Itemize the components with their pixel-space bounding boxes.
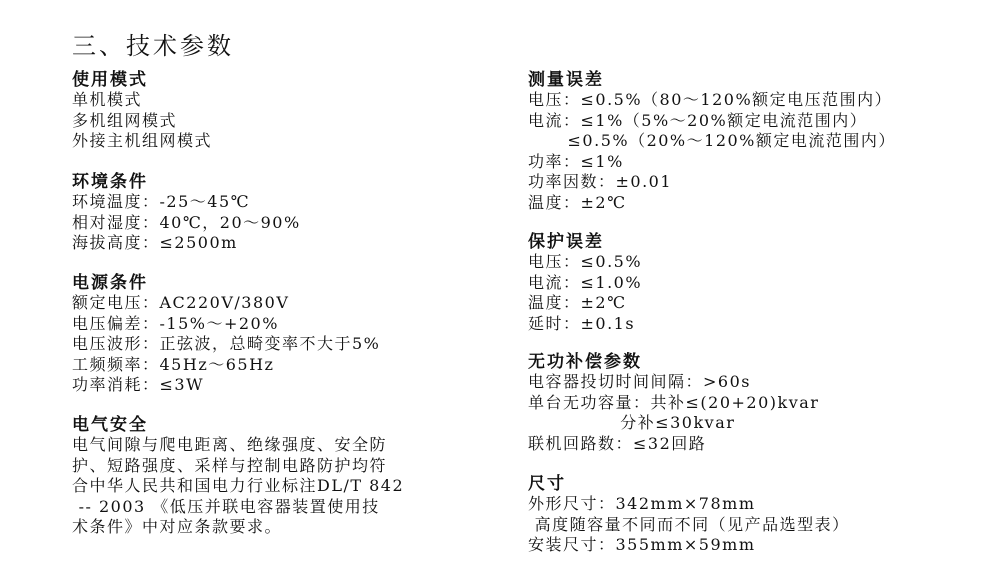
text-line: 电压波形：正弦波，总畸变率不大于5% xyxy=(72,334,381,353)
text-line: 单机模式 xyxy=(72,90,143,109)
text-line: ≤0.5%（20%～120%额定电流范围内） xyxy=(528,131,896,150)
text-line: 单台无功容量：共补≤(20+20)kvar xyxy=(528,392,820,412)
text-line: 功率消耗：≤3W xyxy=(72,375,205,394)
text-line: 功率：≤1% xyxy=(528,151,624,171)
section-environment xyxy=(72,172,301,254)
text-line: 额定电压：AC220V/380V xyxy=(72,293,290,312)
text-line: -- 2003 《低压并联电容器装置使用技 xyxy=(72,496,380,516)
text-line: 多机组网模式 xyxy=(72,110,178,130)
text-line: 电气间隙与爬电距离、绝缘强度、安全防 xyxy=(72,435,388,454)
text-line: 护、短路强度、采样与控制电路防护均符 xyxy=(72,455,388,475)
text-line: 工频频率：45Hz～65Hz xyxy=(72,354,275,374)
section-protection-error xyxy=(528,232,642,334)
section-title: 测量误差 xyxy=(528,70,604,90)
section-reactive-compensation xyxy=(528,352,819,454)
text-line: 术条件》中对应条款要求。 xyxy=(72,517,283,536)
text-line: 电压：≤0.5% xyxy=(528,252,643,271)
text-line: 安装尺寸：355mm×59mm xyxy=(528,535,756,554)
text-line: 电流：≤1.0% xyxy=(528,272,643,292)
text-line: 合中华人民共和国电力行业标注DL/T 842 xyxy=(72,476,405,495)
section-usage-mode xyxy=(72,70,212,152)
text-line: 电流：≤1%（5%～20%额定电流范围内） xyxy=(528,110,868,130)
section-power-supply xyxy=(72,273,380,396)
text-line: 外形尺寸：342mm×78mm xyxy=(528,494,756,513)
text-line: 电容器投切时间间隔：>60s xyxy=(528,372,751,391)
section-electrical-safety xyxy=(72,415,404,538)
section-title: 电气安全 xyxy=(72,415,148,435)
section-title: 无功补偿参数 xyxy=(528,352,642,372)
text-line: 电压偏差：-15%～+20% xyxy=(72,313,279,333)
section-title: 环境条件 xyxy=(72,172,148,192)
section-dimensions xyxy=(528,474,850,556)
section-title: 电源条件 xyxy=(72,273,148,293)
text-line: 外接主机组网模式 xyxy=(72,131,213,150)
section-title: 尺寸 xyxy=(528,474,566,494)
text-line: 温度：±2℃ xyxy=(528,192,627,212)
text-line: 电压：≤0.5%（80～120%额定电压范围内） xyxy=(528,90,893,109)
text-line: 高度随容量不同而不同（见产品选型表） xyxy=(528,514,850,534)
text-line: 延时：±0.1s xyxy=(528,313,636,333)
page-title: 三、技术参数 xyxy=(72,32,234,60)
text-line: 相对湿度：40℃，20～90% xyxy=(72,212,301,232)
text-line: 联机回路数：≤32回路 xyxy=(528,433,707,453)
text-line: 温度：±2℃ xyxy=(528,293,627,312)
section-title: 保护误差 xyxy=(528,232,604,252)
text-line: 海拔高度：≤2500m xyxy=(72,233,238,252)
text-line: 功率因数：±0.01 xyxy=(528,172,673,191)
section-measurement-error xyxy=(528,70,896,213)
text-line: 分补≤30kvar xyxy=(528,413,736,432)
text-line: 环境温度：-25～45℃ xyxy=(72,192,251,211)
section-title: 使用模式 xyxy=(72,70,148,90)
